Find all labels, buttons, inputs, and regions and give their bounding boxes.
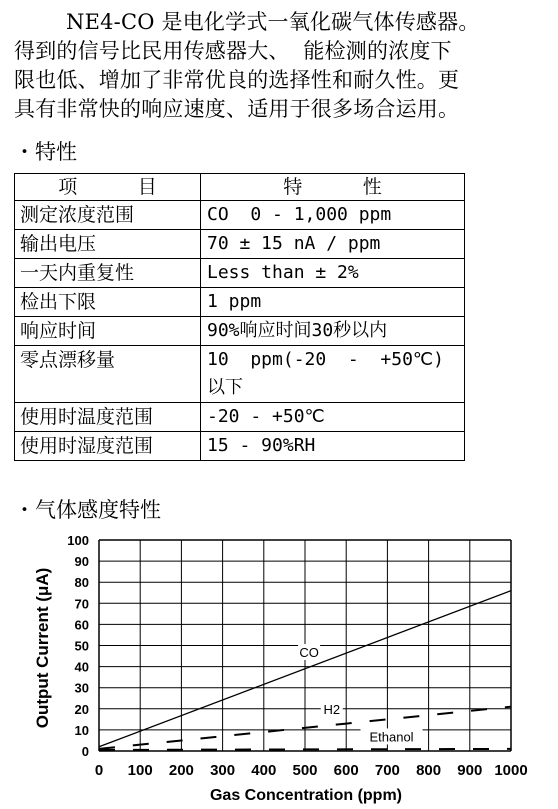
x-tick-label: 900 — [457, 762, 483, 779]
y-tick-label: 90 — [74, 554, 89, 570]
row-value: 1 ppm — [201, 288, 465, 317]
intro-paragraph — [14, 8, 544, 124]
x-tick-label: 700 — [374, 762, 400, 779]
y-tick-label: 40 — [74, 659, 89, 675]
y-axis-label: Output Current (μA) — [33, 567, 52, 729]
y-tick-label: 20 — [74, 701, 89, 717]
spec-table — [14, 173, 465, 461]
y-tick-label: 80 — [74, 575, 89, 591]
y-tick-label: 50 — [74, 638, 89, 654]
y-tick-label: 30 — [74, 680, 89, 696]
x-tick-label: 600 — [333, 762, 359, 779]
row-item: 输出电压 — [15, 230, 201, 259]
row-value: Less than ± 2% — [201, 259, 465, 288]
table-row — [15, 403, 465, 432]
intro-line-4: 具有非常快的响应速度、适用于很多场合运用。 — [14, 97, 460, 121]
row-item: 一天内重复性 — [15, 259, 201, 288]
section-heading-gas-sensitivity: ・气体感度特性 — [14, 498, 161, 522]
table-row — [15, 432, 465, 461]
y-tick-label: 100 — [67, 533, 89, 548]
x-tick-label: 400 — [251, 762, 277, 779]
x-tick-label: 100 — [127, 762, 153, 779]
x-tick-labels — [95, 762, 528, 779]
header-item: 项 目 — [15, 174, 201, 201]
y-tick-label: 60 — [74, 617, 89, 633]
annotation-label-h2: H2 — [323, 702, 341, 718]
row-item: 使用时温度范围 — [15, 403, 201, 432]
table-row — [15, 288, 465, 317]
y-tick-label: 10 — [74, 722, 89, 738]
y-tick-label: 70 — [74, 596, 89, 612]
row-value-line-2: 以下 — [207, 377, 243, 398]
row-item: 检出下限 — [15, 288, 201, 317]
table-row — [15, 230, 465, 259]
row-value: CO 0 - 1,000 ppm — [201, 201, 465, 230]
x-tick-label: 800 — [416, 762, 442, 779]
chart-annotations — [298, 644, 422, 744]
x-tick-label: 1000 — [494, 762, 528, 779]
intro-line-1: NE4-CO 是电化学式一氧化碳气体传感器。 — [66, 10, 480, 34]
row-item: 零点漂移量 — [15, 346, 201, 403]
x-tick-label: 0 — [94, 762, 104, 779]
y-tick-labels — [67, 533, 89, 759]
table-header-row — [15, 174, 465, 201]
table-row — [15, 346, 465, 403]
row-value: 15 - 90%RH — [201, 432, 465, 461]
y-tick-label: 0 — [81, 744, 89, 759]
x-axis-label: Gas Concentration (ppm) — [209, 787, 403, 804]
x-tick-label: 300 — [210, 762, 236, 779]
intro-line-3: 限也低、增加了非常优良的选择性和耐久性。更 — [14, 68, 460, 92]
annotation-label-co: CO — [299, 645, 319, 661]
x-tick-label: 500 — [292, 762, 318, 779]
annotation-label-ethanol: Ethanol — [369, 729, 414, 745]
x-tick-label: 200 — [168, 762, 194, 779]
row-value-line-1: 10 ppm(-20 - +50℃) — [207, 349, 444, 370]
gas-sensitivity-chart — [0, 530, 558, 809]
table-row — [15, 317, 465, 346]
row-value: 70 ± 15 nA / ppm — [201, 230, 465, 259]
row-value — [201, 346, 465, 403]
table-row — [15, 259, 465, 288]
table-row — [15, 201, 465, 230]
row-value: 90%响应时间30秒以内 — [201, 317, 465, 346]
series-line-ethanol — [99, 749, 511, 750]
header-characteristic: 特 性 — [201, 174, 465, 201]
section-heading-characteristics: ・特性 — [14, 140, 77, 164]
row-value: -20 - +50℃ — [201, 403, 465, 432]
intro-line-2: 得到的信号比民用传感器大、 能检测的浓度下 — [14, 39, 452, 63]
row-item: 使用时湿度范围 — [15, 432, 201, 461]
row-item: 响应时间 — [15, 317, 201, 346]
row-item: 测定浓度范围 — [15, 201, 201, 230]
